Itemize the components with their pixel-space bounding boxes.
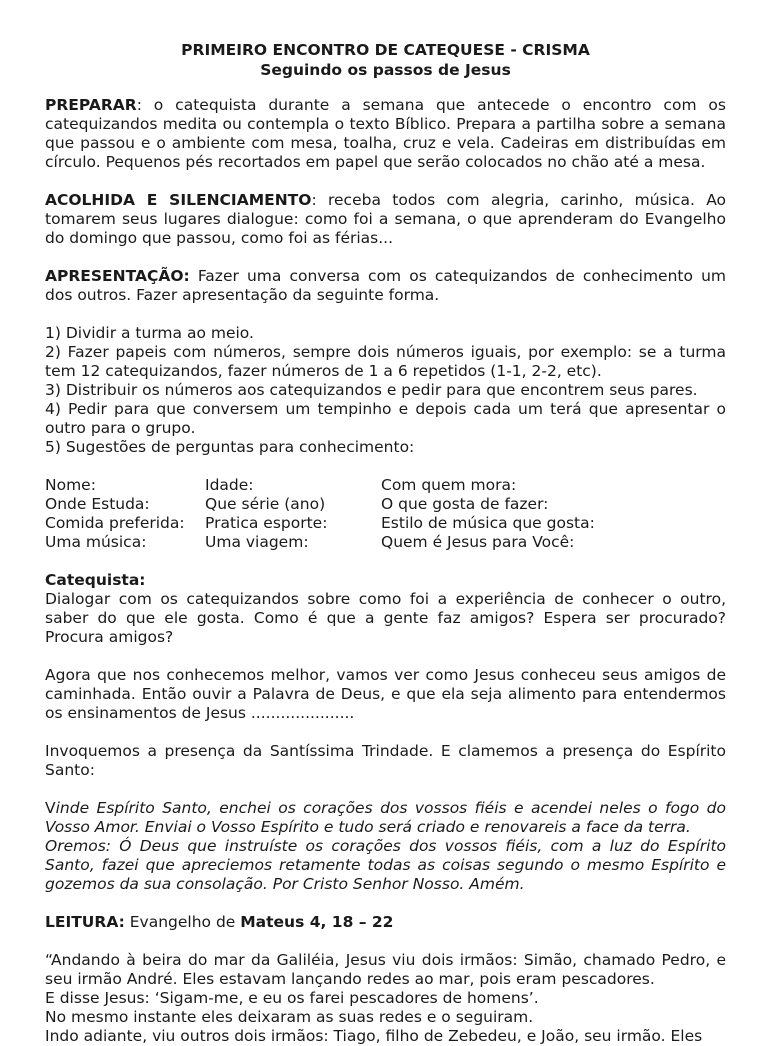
apresentacao-paragraph: [45, 267, 726, 305]
question-fields: [45, 476, 726, 552]
field-label: Nome:: [45, 476, 96, 494]
step-item: 5) Sugestões de perguntas para conhecimento:: [45, 438, 415, 456]
apresentacao-label: APRESENTAÇÃO:: [45, 267, 190, 285]
step-item: 4) Pedir para que conversem um tempinho e depois cada um terá que apresentar o outro para o grupo.: [45, 400, 726, 437]
field-label: Idade:: [205, 476, 254, 494]
invoquemos-paragraph: Invoquemos a presença da Santíssima Trindade. E clamemos a presença do Espírito Santo:: [45, 742, 726, 779]
acolhida-label: ACOLHIDA E SILENCIAMENTO: [45, 191, 312, 209]
field-label: Pratica esporte:: [205, 514, 328, 532]
step-item: 3) Distribuir os números aos catequizandos e pedir para que encontrem seus pares.: [45, 381, 698, 399]
acolhida-text: : receba todos com alegria, carinho, música. Ao tomarem seus lugares dialogue: como foi a semana, o que aprenderam do Evangelho do domingo que passou, como foi as férias...: [45, 191, 727, 247]
apresentacao-text: Fazer uma conversa com os catequizandos de conhecimento um dos outros. Fazer apresentação da seguinte forma.: [45, 267, 726, 304]
document-title: PRIMEIRO ENCONTRO DE CATEQUESE - CRISMA: [181, 41, 590, 59]
oremos-prayer: Oremos: Ó Deus que instruíste os corações dos vossos fiéis, com a luz do Espírito Santo, fazei que apreciemos retamente todas as coisas segundo o mesmo Espírito e gozemos da sua consolação. Por Cristo Senhor Nosso. Amém.: [45, 837, 726, 893]
field-label: Uma música:: [45, 533, 147, 551]
field-label: Onde Estuda:: [45, 495, 150, 513]
gospel-line: “Andando à beira do mar da Galiléia, Jesus viu dois irmãos: Simão, chamado Pedro, e seu irmão André. Eles estavam lançando redes ao mar, pois eram pescadores.: [45, 951, 726, 988]
leitura-heading: [45, 913, 726, 932]
field-label: Estilo de música que gosta:: [381, 514, 595, 532]
gospel-line: Indo adiante, viu outros dois irmãos: Tiago, filho de Zebedeu, e João, seu irmão. Eles: [45, 1027, 703, 1045]
field-label: Quem é Jesus para Você:: [381, 533, 575, 551]
vinde-text: inde Espírito Santo, enchei os corações dos vossos fiéis e acendei neles o fogo do Vosso Amor. Enviai o Vosso Espírito e tudo será criado e renovareis a face da terra.: [45, 799, 726, 836]
preparar-label: PREPARAR: [45, 96, 137, 114]
document-page: [45, 40, 726, 1046]
agora-paragraph: Agora que nos conhecemos melhor, vamos ver como Jesus conheceu seus amigos de caminhada. Então ouvir a Palavra de Deus, e que ela seja alimento para entendermos os ensinamentos de Jesus .....................: [45, 666, 726, 722]
gospel-line: E disse Jesus: ‘Sigam-me, e eu os farei pescadores de homens’.: [45, 989, 539, 1007]
catequista-heading: Catequista:: [45, 571, 146, 589]
gospel-line: No mesmo instante eles deixaram as suas redes e o seguiram.: [45, 1008, 534, 1026]
preparar-paragraph: [45, 96, 726, 172]
leitura-label: LEITURA:: [45, 913, 125, 931]
field-label: O que gosta de fazer:: [381, 495, 549, 513]
step-item: 1) Dividir a turma ao meio.: [45, 324, 254, 342]
step-item: 2) Fazer papeis com números, sempre dois números iguais, por exemplo: se a turma tem 12 catequizandos, fazer números de 1 a 6 repetidos (1-1, 2-2, etc).: [45, 343, 726, 380]
field-label: Uma viagem:: [205, 533, 309, 551]
field-label: Que série (ano): [205, 495, 326, 513]
vinde-prayer: [45, 799, 726, 837]
document-subtitle: Seguindo os passos de Jesus: [260, 61, 511, 79]
preparar-text: : o catequista durante a semana que antecede o encontro com os catequizandos medita ou contempla o texto Bíblico. Prepara a partilha sobre a semana que passou e o ambiente com mesa, toalha, cruz e vela. Cadeiras em distribuídas em círculo. Pequenos pés recortados em papel que serão colocados no chão até a mesa.: [45, 96, 726, 171]
leitura-text: Evangelho de: [124, 913, 241, 931]
field-label: Com quem mora:: [381, 476, 517, 494]
field-label: Comida preferida:: [45, 514, 185, 532]
leitura-reference: Mateus 4, 18 – 22: [240, 913, 394, 931]
prayer-initial: V: [45, 799, 56, 817]
acolhida-paragraph: [45, 191, 726, 248]
catequista-text: Dialogar com os catequizandos sobre como foi a experiência de conhecer o outro, saber do que ele gosta. Como é que a gente faz amigos? Espera ser procurado? Procura amigos?: [45, 590, 726, 646]
